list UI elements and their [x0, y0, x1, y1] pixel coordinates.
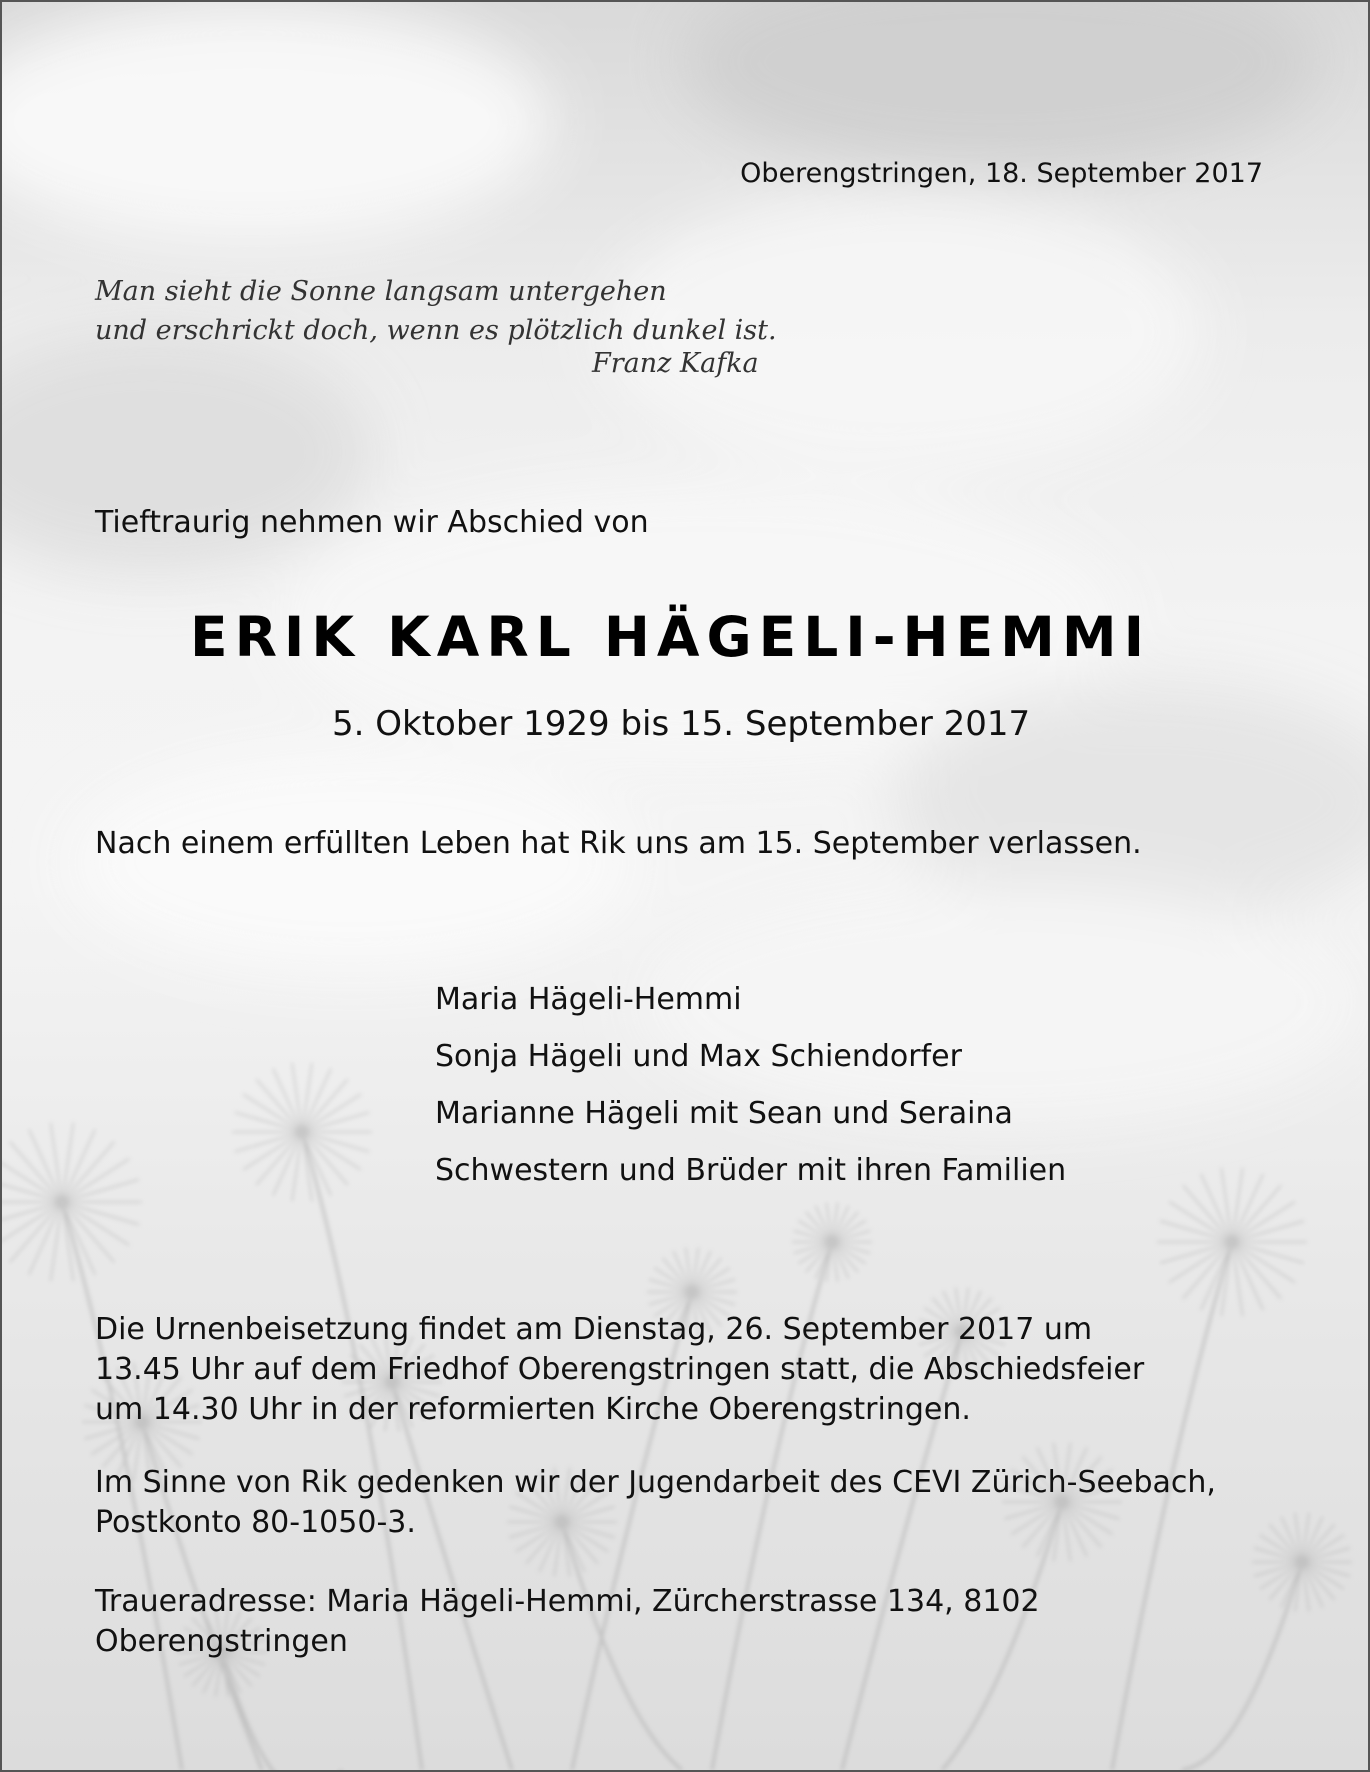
intro-line: Tieftraurig nehmen wir Abschied von	[95, 505, 649, 540]
mourners-list	[435, 980, 1066, 1208]
quote-author: Franz Kafka	[592, 348, 759, 379]
ceremony-details: Die Urnenbeisetzung findet am Dienstag, 26. September 2017 um 13.45 Uhr auf dem Friedhof Oberengstringen statt, die Abschiedsfeier um 14.30 Uhr in der reformierten Kirche Oberengstringen.	[95, 1312, 1145, 1427]
death-statement: Nach einem erfüllten Leben hat Rik uns am 15. September verlassen.	[95, 826, 1142, 861]
donation-note: Im Sinne von Rik gedenken wir der Jugendarbeit des CEVI Zürich-Seebach, Postkonto 80-1050-3.	[95, 1465, 1216, 1540]
mourner-name: Sonja Hägeli und Max Schiendorfer	[435, 1039, 962, 1074]
life-dates: 5. Oktober 1929 bis 15. September 2017	[332, 704, 1031, 744]
mourning-address: Traueradresse: Maria Hägeli-Hemmi, Zürcherstrasse 134, 8102 Oberengstringen	[95, 1584, 1040, 1659]
place-and-date: Oberengstringen, 18. September 2017	[740, 158, 1263, 189]
mourner-name: Marianne Hägeli mit Sean und Seraina	[435, 1096, 1013, 1131]
quote-text: Man sieht die Sonne langsam untergehen und erschrickt doch, wenn es plötzlich dunkel ist.	[95, 276, 777, 346]
deceased-name: ERIK KARL HÄGELI-HEMMI	[190, 605, 1152, 669]
mourner-name: Schwestern und Brüder mit ihren Familien	[435, 1153, 1067, 1188]
mourner-name: Maria Hägeli-Hemmi	[435, 982, 742, 1017]
